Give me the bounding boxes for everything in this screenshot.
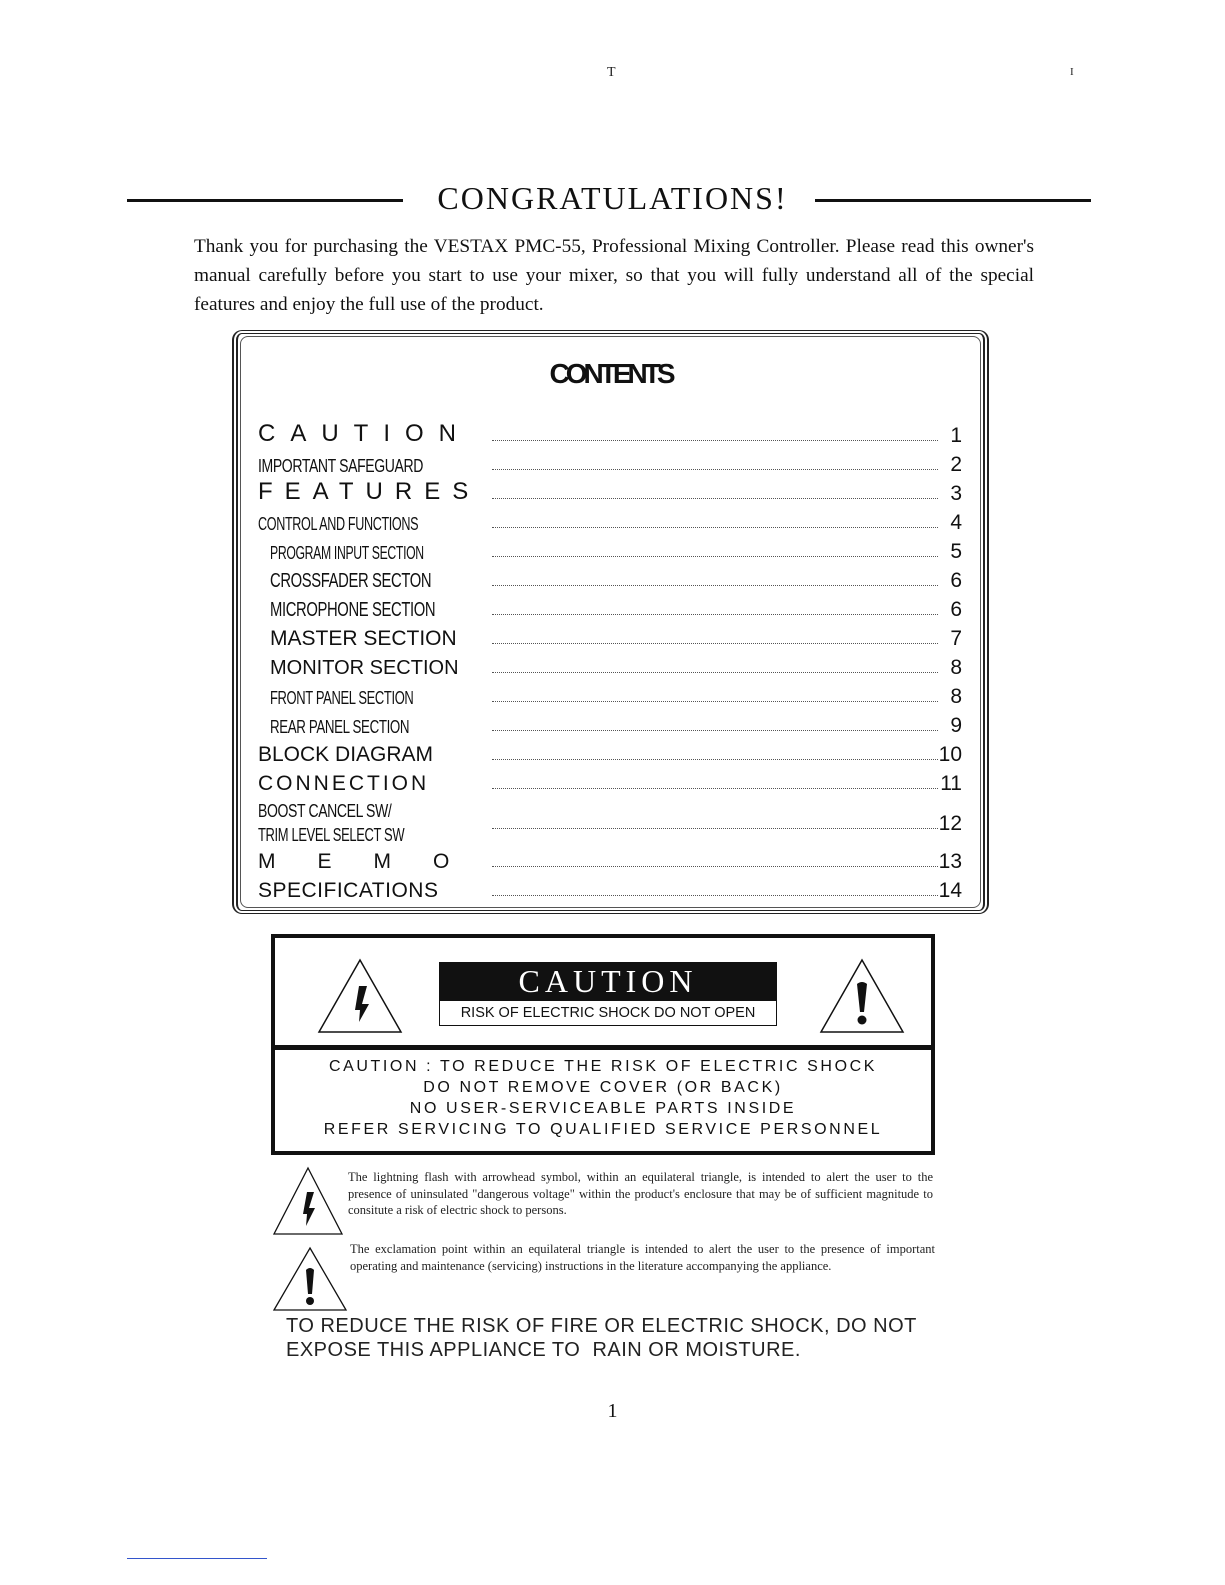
- lightning-symbol-description: The lightning flash with arrowhead symbol, within an equilateral triangle, is intended to alert the user to the presence of uninsulated "dangerous voltage" within the product's enclosure that may be of sufficient magnitude to consitute a risk of electric shock to persons.: [348, 1170, 933, 1217]
- toc-label: CONTROL AND FUNCTIONS: [258, 514, 419, 534]
- toc-dots: [492, 643, 938, 644]
- title-rule-right: [815, 199, 1091, 202]
- toc-dots: [492, 440, 938, 441]
- toc-page: 3: [950, 482, 962, 505]
- toc-row: [258, 796, 970, 848]
- toc-row: [258, 875, 970, 905]
- warning-line-2: EXPOSE THIS APPLIANCE TO RAIN OR MOISTURE.: [286, 1339, 801, 1361]
- toc-label: REAR PANEL SECTION: [270, 717, 410, 737]
- contents-heading: CONTENTS: [549, 358, 672, 389]
- toc-page: 7: [950, 627, 962, 650]
- toc-row: [258, 507, 970, 537]
- toc-page: 11: [940, 772, 962, 795]
- toc-page: 6: [950, 569, 962, 592]
- caution-line: CAUTION : TO REDUCE THE RISK OF ELECTRIC SHOCK: [328, 1058, 878, 1075]
- toc-page: 13: [938, 850, 962, 873]
- toc-page: 1: [950, 424, 962, 447]
- caution-banner: CAUTION: [439, 962, 777, 1000]
- toc-dots: [492, 469, 938, 470]
- toc-row: [258, 739, 970, 769]
- toc-page: 8: [950, 656, 962, 679]
- toc-page: 2: [950, 453, 962, 476]
- toc-dots: [492, 895, 938, 896]
- top-mark-left: T: [607, 65, 616, 80]
- caution-text: [275, 1056, 931, 1140]
- toc-dots: [492, 527, 938, 528]
- caution-divider: [275, 1045, 931, 1050]
- caution-box: [271, 934, 935, 1155]
- toc-label: MICROPHONE SECTION: [270, 599, 436, 621]
- toc-dots: [492, 759, 938, 760]
- toc-label: CROSSFADER SECTON: [270, 570, 432, 592]
- page-number: 1: [607, 1400, 618, 1422]
- caution-line: REFER SERVICING TO QUALIFIED SERVICE PERSONNEL: [323, 1121, 883, 1138]
- toc-row: [258, 768, 970, 798]
- toc-row: [258, 536, 970, 566]
- toc-label: FRONT PANEL SECTION: [270, 688, 414, 708]
- toc-dots: [492, 556, 938, 557]
- toc-label: BLOCK DIAGRAM: [258, 743, 434, 766]
- fire-shock-warning: [286, 1314, 946, 1362]
- toc-label: PROGRAM INPUT SECTION: [270, 543, 424, 563]
- toc-dots: [492, 672, 938, 673]
- toc-row: [258, 710, 970, 740]
- toc-label-line2: TRIM LEVEL SELECT SW: [258, 825, 405, 845]
- caution-line: DO NOT REMOVE COVER (OR BACK): [423, 1079, 783, 1096]
- caution-subtitle: RISK OF ELECTRIC SHOCK DO NOT OPEN: [439, 1000, 777, 1026]
- toc-dots: [492, 730, 938, 731]
- toc-page: 14: [938, 879, 962, 902]
- toc-label: SPECIFICATIONS: [258, 879, 439, 902]
- toc-label: FEATURES: [258, 478, 481, 505]
- exclamation-symbol-description: The exclamation point within an equilateral triangle is intended to alert the user to the presence of important operating and maintenance (servicing) instructions in the literature accompanying the appliance.: [350, 1242, 935, 1273]
- intro-paragraph: Thank you for purchasing the VESTAX PMC-55, Professional Mixing Controller. Please read this owner's manual carefully before you start to use your mixer, so that you will fully understand all of the special features and enjoy the full use of the product.: [194, 236, 1034, 315]
- toc-page: 6: [950, 598, 962, 621]
- toc-row: [258, 565, 970, 595]
- top-mark-right: I: [1070, 66, 1074, 78]
- toc-page: 4: [950, 511, 962, 534]
- toc-page: 8: [950, 685, 962, 708]
- toc-page: 5: [950, 540, 962, 563]
- toc-dots: [492, 614, 938, 615]
- page-title: CONGRATULATIONS!: [437, 180, 788, 216]
- contents-box: [232, 330, 989, 914]
- caution-line: NO USER-SERVICEABLE PARTS INSIDE: [409, 1100, 797, 1117]
- toc-label: MEMO: [258, 850, 492, 873]
- toc-dots: [492, 701, 938, 702]
- toc-row: [258, 652, 970, 682]
- toc-page: 9: [950, 714, 962, 737]
- toc-dots: [492, 866, 938, 867]
- lightning-warning-icon: [272, 1164, 344, 1238]
- exclamation-warning-icon: [817, 956, 907, 1036]
- toc-dots: [492, 498, 938, 499]
- toc-row: [258, 594, 970, 624]
- toc-label: MASTER SECTION: [270, 627, 457, 650]
- caution-header: [275, 938, 931, 1046]
- toc-label: MONITOR SECTION: [270, 657, 459, 679]
- toc-label: CONNECTION: [258, 772, 430, 795]
- toc-dots: [492, 585, 938, 586]
- bottom-edge-line: [127, 1558, 267, 1559]
- toc-row: [258, 449, 970, 479]
- toc-row: [258, 846, 970, 876]
- toc-page: 10: [938, 743, 962, 766]
- toc-label: IMPORTANT SAFEGUARD: [258, 456, 423, 476]
- toc-row: [258, 478, 970, 508]
- toc-page: 12: [938, 812, 962, 835]
- toc-label: BOOST CANCEL SW/: [258, 801, 392, 821]
- toc-row: [258, 420, 970, 450]
- toc-row: [258, 681, 970, 711]
- lightning-warning-icon: [315, 956, 405, 1036]
- toc-dots: [492, 828, 938, 829]
- toc-row: [258, 623, 970, 653]
- toc-dots: [492, 788, 938, 789]
- exclamation-warning-icon: [272, 1244, 348, 1314]
- warning-line-1: TO REDUCE THE RISK OF FIRE OR ELECTRIC SHOCK, DO NOT: [286, 1315, 917, 1337]
- toc-label: CAUTION: [258, 420, 471, 447]
